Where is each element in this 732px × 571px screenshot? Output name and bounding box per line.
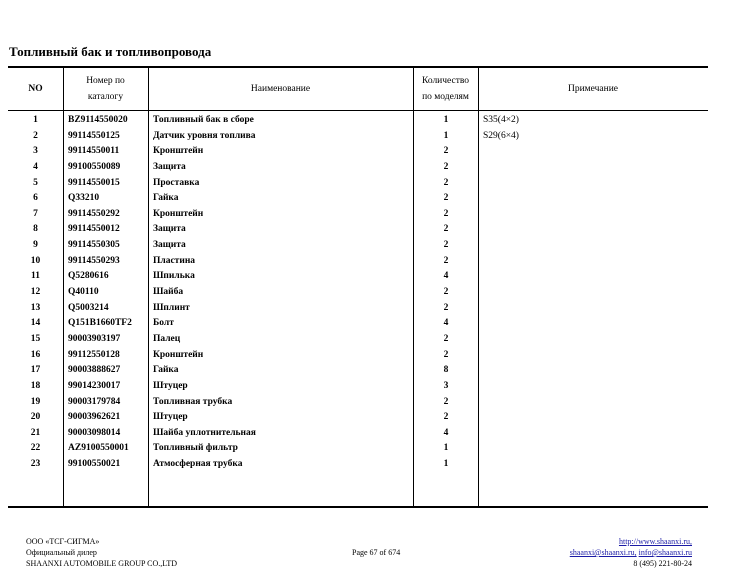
catalog-number: 99114550292 <box>68 208 120 219</box>
website-link[interactable]: http://www.shaanxi.ru, <box>618 537 692 546</box>
catalog-number: 99100550021 <box>68 459 121 470</box>
table-body <box>8 113 708 473</box>
table-row <box>8 348 708 364</box>
row-number: 3 <box>33 146 38 157</box>
table-row <box>8 457 708 473</box>
part-name: Защита <box>153 240 186 251</box>
quantity: 2 <box>443 333 449 344</box>
note: S35(4×2) <box>483 115 519 125</box>
catalog-number: Q40110 <box>68 287 99 298</box>
catalog-number: Q151B1660TF2 <box>68 318 132 329</box>
row-number: 20 <box>30 412 41 423</box>
table-row <box>8 395 708 411</box>
part-name: Кронштейн <box>153 146 204 157</box>
quantity: 8 <box>443 365 449 376</box>
part-name: Кронштейн <box>153 208 204 219</box>
part-name: Пластина <box>153 255 196 266</box>
row-number: 1 <box>33 115 38 125</box>
catalog-number: 99100550089 <box>68 161 121 172</box>
row-number: 6 <box>33 193 38 204</box>
catalog-number: 99114550012 <box>68 224 120 235</box>
table-row <box>8 332 708 348</box>
quantity: 1 <box>443 130 449 141</box>
footer-right <box>570 536 692 569</box>
page-title: Топливный бак и топливопровода <box>9 44 212 59</box>
part-name: Штуцер <box>153 380 188 391</box>
header-note: Примечание <box>567 84 619 94</box>
quantity: 4 <box>443 271 449 282</box>
quantity: 2 <box>443 255 449 266</box>
part-name: Кронштейн <box>153 349 204 360</box>
row-number: 5 <box>33 177 38 188</box>
email-link-shaanxi[interactable]: shaanxi@shaanxi.ru, <box>569 548 637 557</box>
row-number: 15 <box>30 333 41 344</box>
catalog-number: Q5280616 <box>68 271 109 282</box>
row-number: 10 <box>30 255 41 266</box>
footer-company: ООО «ТСГ-СИГМА» <box>26 537 100 546</box>
table-row <box>8 301 708 317</box>
quantity: 2 <box>443 193 449 204</box>
quantity: 1 <box>443 115 449 125</box>
table-row <box>8 222 708 238</box>
part-name: Гайка <box>153 365 179 376</box>
row-number: 19 <box>30 396 41 407</box>
table-row <box>8 238 708 254</box>
table-row <box>8 285 708 301</box>
table-row <box>8 254 708 270</box>
part-name: Датчик уровня топлива <box>153 130 256 141</box>
footer-phone: 8 (495) 221-80-24 <box>633 559 692 568</box>
part-name: Шплинт <box>153 302 190 313</box>
part-name: Болт <box>153 318 174 329</box>
table-row <box>8 363 708 379</box>
table-row <box>8 144 708 160</box>
email-link-info[interactable]: info@shaanxi.ru <box>638 548 692 557</box>
header-qty <box>413 68 478 110</box>
part-name: Топливная трубка <box>153 396 233 407</box>
table-row <box>8 269 708 285</box>
catalog-number: 90003179784 <box>68 396 121 407</box>
catalog-number: 90003903197 <box>68 333 121 344</box>
header-name: Наименование <box>250 84 311 94</box>
table-row <box>8 176 708 192</box>
catalog-number: 99114550015 <box>68 177 120 188</box>
table-row <box>8 113 708 129</box>
part-name: Проставка <box>153 177 200 188</box>
row-number: 2 <box>33 130 38 141</box>
quantity: 2 <box>443 240 449 251</box>
catalog-number: 99114550293 <box>68 255 120 266</box>
row-number: 17 <box>30 365 41 376</box>
footer-group: SHAANXI AUTOMOBILE GROUP CO.,LTD <box>26 559 178 568</box>
row-number: 14 <box>30 318 41 329</box>
row-number: 16 <box>30 349 41 360</box>
table-row <box>8 441 708 457</box>
footer-left <box>26 536 177 569</box>
footer-dealer: Официальный дилер <box>26 548 97 557</box>
row-number: 9 <box>33 240 38 251</box>
table-row <box>8 191 708 207</box>
header-qty-line1: Количество <box>421 76 470 86</box>
quantity: 4 <box>443 427 449 438</box>
catalog-number: 99114550305 <box>68 240 120 251</box>
catalog-number: 99112550128 <box>68 349 120 360</box>
quantity: 2 <box>443 287 449 298</box>
quantity: 2 <box>443 412 449 423</box>
row-number: 21 <box>30 427 41 438</box>
quantity: 2 <box>443 177 449 188</box>
table-row <box>8 129 708 145</box>
part-name: Топливный бак в сборе <box>153 115 254 125</box>
table-row <box>8 160 708 176</box>
header-catalog-line2: каталогу <box>87 92 124 102</box>
row-number: 13 <box>30 302 41 313</box>
part-name: Защита <box>153 161 186 172</box>
table-row <box>8 410 708 426</box>
part-name: Топливный фильтр <box>153 443 238 454</box>
row-number: 12 <box>30 287 41 298</box>
part-name: Шайба <box>153 287 184 298</box>
table-row <box>8 426 708 442</box>
quantity: 4 <box>443 318 449 329</box>
quantity: 2 <box>443 224 449 235</box>
catalog-number: 99114550125 <box>68 130 120 141</box>
row-number: 8 <box>33 224 38 235</box>
catalog-number: BZ9114550020 <box>68 115 128 125</box>
quantity: 2 <box>443 396 449 407</box>
row-number: 22 <box>30 443 41 454</box>
catalog-number: 90003962621 <box>68 412 121 423</box>
catalog-number: AZ9100550001 <box>68 443 129 454</box>
row-number: 7 <box>33 208 38 219</box>
header-qty-line2: по моделям <box>422 92 469 102</box>
quantity: 2 <box>443 302 449 313</box>
part-name: Шпилька <box>153 271 195 282</box>
quantity: 3 <box>443 380 449 391</box>
catalog-number: Q33210 <box>68 193 100 204</box>
row-number: 4 <box>33 161 38 172</box>
quantity: 1 <box>443 443 449 454</box>
catalog-number: 90003888627 <box>68 365 121 376</box>
row-number: 11 <box>31 271 40 282</box>
header-catalog-line1: Номер по <box>86 76 125 86</box>
part-name: Шайба уплотнительная <box>153 427 256 438</box>
table-row <box>8 316 708 332</box>
header-divider <box>8 110 708 111</box>
quantity: 2 <box>443 161 449 172</box>
part-name: Защита <box>153 224 186 235</box>
header-no: NO <box>28 84 43 94</box>
part-name: Палец <box>153 333 181 344</box>
part-name: Атмосферная трубка <box>153 459 243 470</box>
table-row <box>8 207 708 223</box>
footer-page-number: Page 67 of 674 <box>352 548 401 557</box>
part-name: Штуцер <box>153 412 188 423</box>
parts-table <box>8 66 708 508</box>
table-row <box>8 379 708 395</box>
catalog-number: 90003098014 <box>68 427 121 438</box>
row-number: 23 <box>30 459 41 470</box>
part-name: Гайка <box>153 193 179 204</box>
note: S29(6×4) <box>483 130 519 141</box>
catalog-number: Q5003214 <box>68 302 109 313</box>
header-catalog <box>63 68 148 110</box>
catalog-number: 99114550011 <box>68 146 120 157</box>
quantity: 2 <box>443 349 449 360</box>
row-number: 18 <box>30 380 41 391</box>
catalog-number: 99014230017 <box>68 380 121 391</box>
quantity: 2 <box>443 146 449 157</box>
quantity: 1 <box>443 459 449 470</box>
quantity: 2 <box>443 208 449 219</box>
